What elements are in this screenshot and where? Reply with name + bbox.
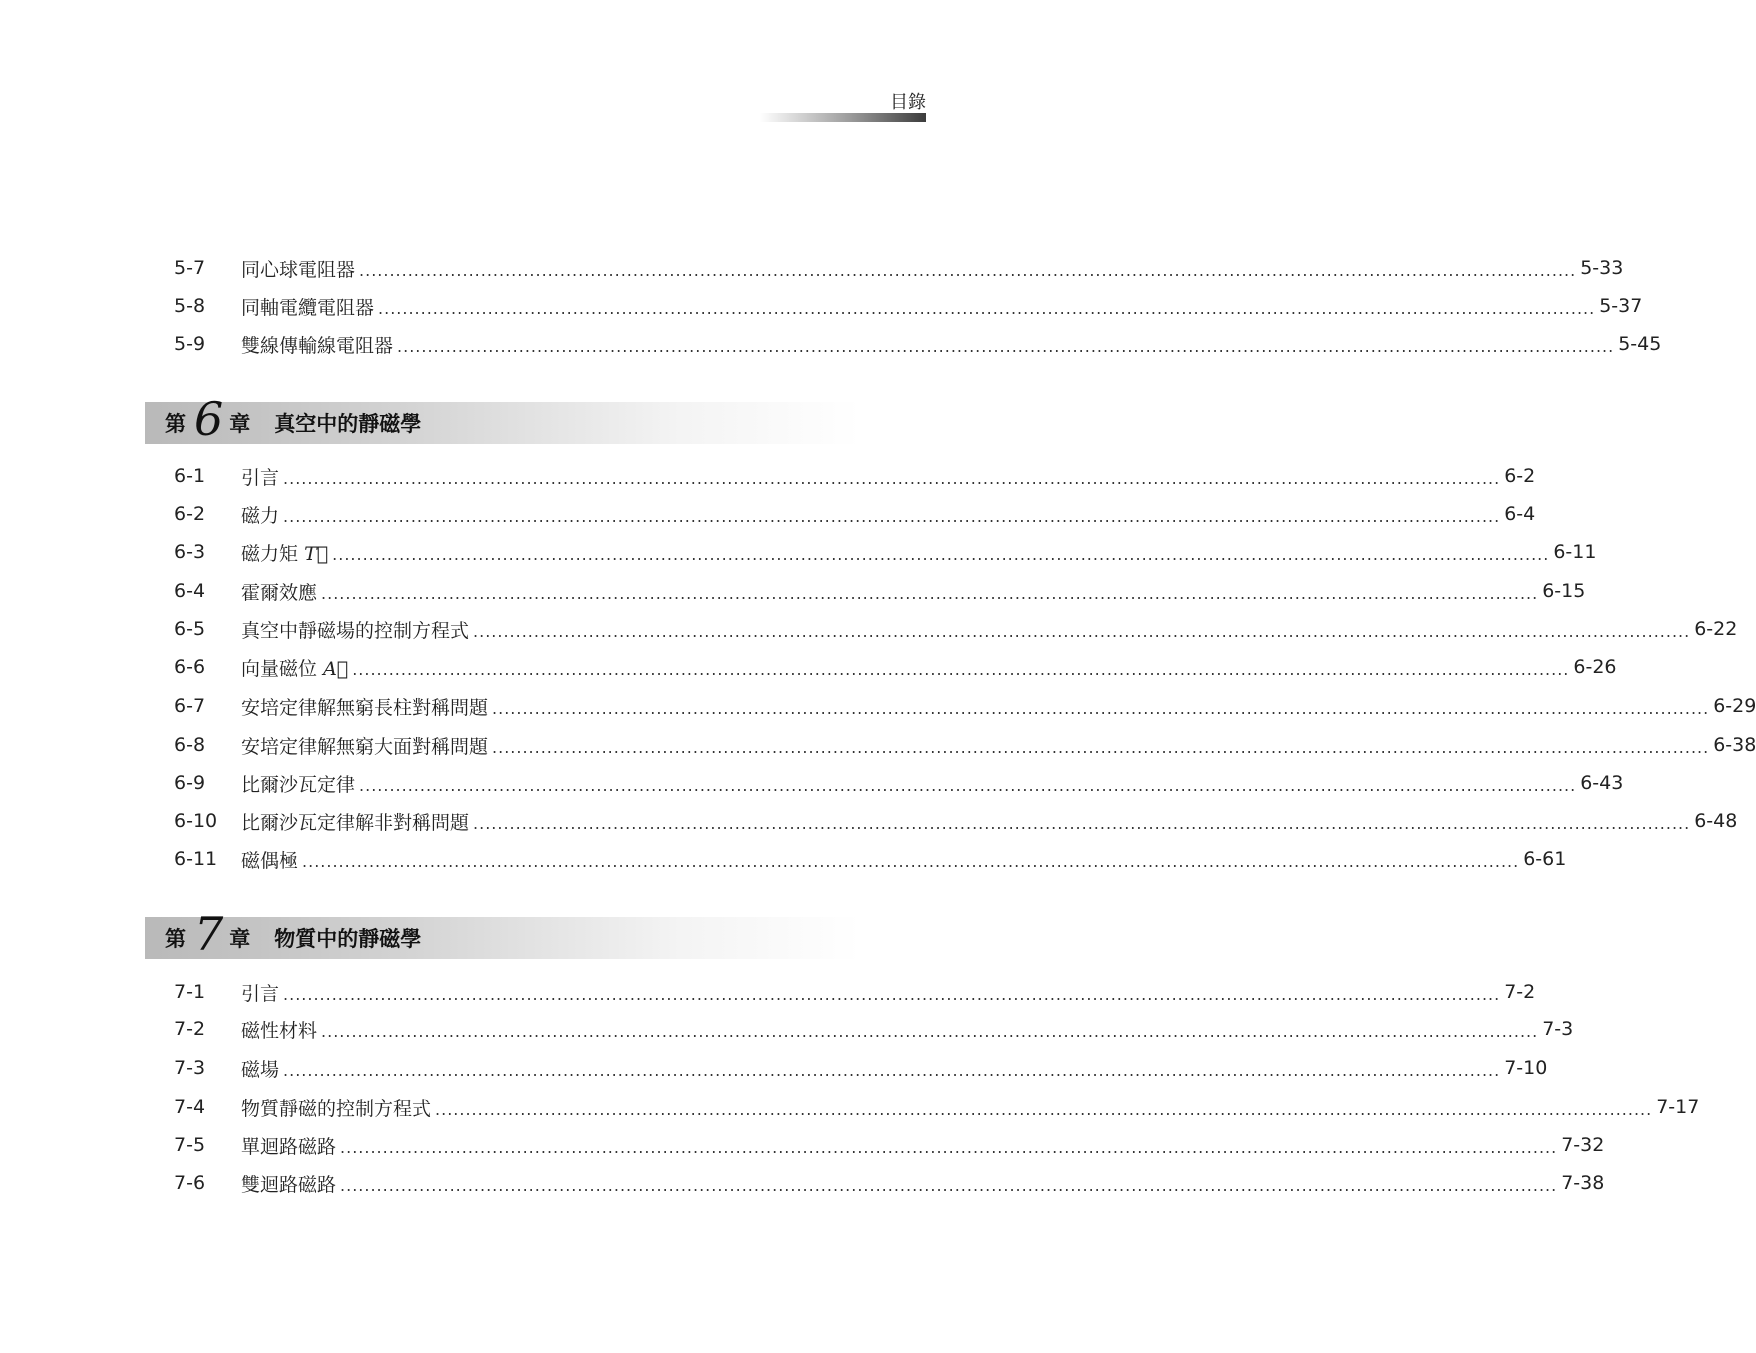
toc-entry-number: 6-4 xyxy=(174,580,206,602)
toc-entry-page: 5-33 xyxy=(1580,257,1624,279)
toc-entry-page: 6-11 xyxy=(1553,541,1597,563)
toc-entry-page: 5-37 xyxy=(1599,295,1643,317)
chapter-title: 真空中的靜磁學 xyxy=(274,412,422,436)
toc-entry-6-8[interactable] xyxy=(174,730,1756,760)
toc-entry-page: 5-45 xyxy=(1618,333,1662,355)
toc-entry-number: 5-8 xyxy=(174,295,206,317)
toc-entry-number: 5-9 xyxy=(174,333,206,355)
toc-leader-dots: ........................................................................................................................................................................................................ xyxy=(359,775,1577,795)
running-head-title: 目錄 xyxy=(890,92,926,113)
toc-entry-6-11[interactable] xyxy=(174,844,1567,874)
toc-entry-number: 7-1 xyxy=(174,981,206,1003)
toc-entry-7-4[interactable] xyxy=(174,1092,1700,1122)
vector-potential-symbol: A⃗ xyxy=(323,657,349,680)
toc-leader-dots: ........................................................................................................................................................................................................ xyxy=(492,698,1710,718)
toc-entry-title: 真空中靜磁場的控制方程式 xyxy=(241,619,470,642)
chapter-suffix: 章 xyxy=(229,412,251,436)
toc-entry-title: 磁性材料 xyxy=(241,1019,318,1042)
toc-entry-5-9[interactable] xyxy=(174,329,1662,359)
chapter-suffix: 章 xyxy=(229,927,251,951)
toc-entry-page: 7-3 xyxy=(1542,1018,1574,1040)
toc-leader-dots: ........................................................................................................................................................................................................ xyxy=(283,468,1501,488)
toc-entry-page: 6-43 xyxy=(1580,772,1624,794)
toc-leader-dots: ........................................................................................................................................................................................................ xyxy=(321,583,1539,603)
toc-entry-5-7[interactable] xyxy=(174,253,1624,283)
toc-entry-page: 6-48 xyxy=(1694,810,1738,832)
toc-leader-dots: ........................................................................................................................................................................................................ xyxy=(332,544,1550,564)
toc-entry-title: 安培定律解無窮長柱對稱問題 xyxy=(241,696,489,719)
toc-entry-6-3[interactable] xyxy=(174,537,1597,567)
toc-entry-title-text: 磁力矩 xyxy=(241,542,299,565)
toc-entry-7-2[interactable] xyxy=(174,1014,1574,1044)
toc-entry-page: 6-29 xyxy=(1713,695,1756,717)
toc-entry-title: 安培定律解無窮大面對稱問題 xyxy=(241,735,489,758)
toc-entry-page: 6-22 xyxy=(1694,618,1738,640)
toc-entry-title: 磁場 xyxy=(241,1058,280,1081)
toc-entry-number: 7-2 xyxy=(174,1018,206,1040)
header-gradient-bar xyxy=(760,113,926,122)
chapter-6-heading[interactable] xyxy=(145,392,860,446)
toc-entry-page: 6-15 xyxy=(1542,580,1586,602)
toc-leader-dots: ........................................................................................................................................................................................................ xyxy=(378,298,1596,318)
toc-entry-title: 同心球電阻器 xyxy=(241,258,356,281)
toc-entry-number: 7-4 xyxy=(174,1096,206,1118)
toc-entry-title: 物質靜磁的控制方程式 xyxy=(241,1097,432,1120)
toc-entry-title: 雙線傳輸線電阻器 xyxy=(241,334,394,357)
toc-entry-number: 6-2 xyxy=(174,503,206,525)
toc-entry-6-2[interactable] xyxy=(174,499,1536,529)
toc-entry-title: 比爾沙瓦定律 xyxy=(241,773,356,796)
toc-leader-dots: ........................................................................................................................................................................................................ xyxy=(359,260,1577,280)
toc-entry-number: 6-5 xyxy=(174,618,206,640)
toc-entry-title: 引言 xyxy=(241,982,280,1005)
toc-entry-number: 6-7 xyxy=(174,695,206,717)
toc-entry-6-1[interactable] xyxy=(174,461,1536,491)
torque-vector-symbol: T⃗ xyxy=(304,542,329,565)
toc-entry-title: 單迴路磁路 xyxy=(241,1135,337,1158)
toc-entry-number: 6-1 xyxy=(174,465,206,487)
toc-entry-page: 7-17 xyxy=(1656,1096,1700,1118)
toc-leader-dots: ........................................................................................................................................................................................................ xyxy=(473,813,1691,833)
chapter-prefix: 第 xyxy=(165,412,186,436)
toc-entry-number: 6-3 xyxy=(174,541,206,563)
toc-leader-dots: ........................................................................................................................................................................................................ xyxy=(340,1137,1558,1157)
toc-leader-dots: ........................................................................................................................................................................................................ xyxy=(435,1099,1653,1119)
toc-entry-number: 7-5 xyxy=(174,1134,206,1156)
toc-entry-title: 磁力 xyxy=(241,504,280,527)
toc-leader-dots: ........................................................................................................................................................................................................ xyxy=(352,659,1570,679)
toc-entry-number: 6-9 xyxy=(174,772,206,794)
toc-entry-number: 7-3 xyxy=(174,1057,206,1079)
toc-entry-number: 6-6 xyxy=(174,656,206,678)
toc-leader-dots: ........................................................................................................................................................................................................ xyxy=(283,1060,1501,1080)
toc-leader-dots: ........................................................................................................................................................................................................ xyxy=(283,506,1501,526)
toc-entry-5-8[interactable] xyxy=(174,291,1643,321)
toc-entry-6-9[interactable] xyxy=(174,768,1624,798)
toc-entry-page: 6-4 xyxy=(1504,503,1536,525)
toc-entry-6-5[interactable] xyxy=(174,614,1738,644)
toc-entry-6-7[interactable] xyxy=(174,691,1756,721)
toc-entry-number: 6-8 xyxy=(174,734,206,756)
chapter-7-heading[interactable] xyxy=(145,907,860,961)
toc-entry-6-4[interactable] xyxy=(174,576,1586,606)
toc-entry-6-6[interactable] xyxy=(174,652,1617,682)
toc-entry-title: 霍爾效應 xyxy=(241,581,318,604)
toc-entry-title: 磁偶極 xyxy=(241,849,299,872)
toc-entry-number: 7-6 xyxy=(174,1172,206,1194)
toc-leader-dots: ........................................................................................................................................................................................................ xyxy=(473,621,1691,641)
toc-entry-page: 7-32 xyxy=(1561,1134,1605,1156)
toc-entry-7-1[interactable] xyxy=(174,977,1536,1007)
toc-entry-7-5[interactable] xyxy=(174,1130,1605,1160)
toc-entry-title: 引言 xyxy=(241,466,280,489)
toc-leader-dots: ........................................................................................................................................................................................................ xyxy=(283,984,1501,1004)
toc-entry-page: 7-2 xyxy=(1504,981,1536,1003)
toc-entry-title: 比爾沙瓦定律解非對稱問題 xyxy=(241,811,470,834)
toc-entry-7-6[interactable] xyxy=(174,1168,1605,1198)
toc-entry-page: 7-10 xyxy=(1504,1057,1548,1079)
toc-entry-title xyxy=(241,654,348,681)
toc-leader-dots: ........................................................................................................................................................................................................ xyxy=(321,1021,1539,1041)
toc-entry-page: 6-38 xyxy=(1713,734,1756,756)
toc-leader-dots: ........................................................................................................................................................................................................ xyxy=(492,737,1710,757)
toc-entry-title: 雙迴路磁路 xyxy=(241,1173,337,1196)
toc-entry-page: 6-26 xyxy=(1573,656,1617,678)
toc-entry-title-text: 向量磁位 xyxy=(241,657,318,680)
toc-entry-7-3[interactable] xyxy=(174,1053,1548,1083)
chapter-prefix: 第 xyxy=(165,927,186,951)
toc-leader-dots: ........................................................................................................................................................................................................ xyxy=(397,336,1615,356)
toc-entry-number: 5-7 xyxy=(174,257,206,279)
toc-entry-number: 6-11 xyxy=(174,848,218,870)
toc-entry-6-10[interactable] xyxy=(174,806,1738,836)
toc-leader-dots: ........................................................................................................................................................................................................ xyxy=(302,851,1520,871)
toc-leader-dots: ........................................................................................................................................................................................................ xyxy=(340,1175,1558,1195)
toc-entry-title xyxy=(241,539,328,566)
toc-entry-page: 6-2 xyxy=(1504,465,1536,487)
chapter-number: 7 xyxy=(194,907,224,961)
toc-entry-page: 7-38 xyxy=(1561,1172,1605,1194)
chapter-title: 物質中的靜磁學 xyxy=(274,927,422,951)
toc-entry-title: 同軸電纜電阻器 xyxy=(241,296,375,319)
toc-entry-number: 6-10 xyxy=(174,810,218,832)
toc-entry-page: 6-61 xyxy=(1523,848,1567,870)
chapter-number: 6 xyxy=(194,392,224,446)
